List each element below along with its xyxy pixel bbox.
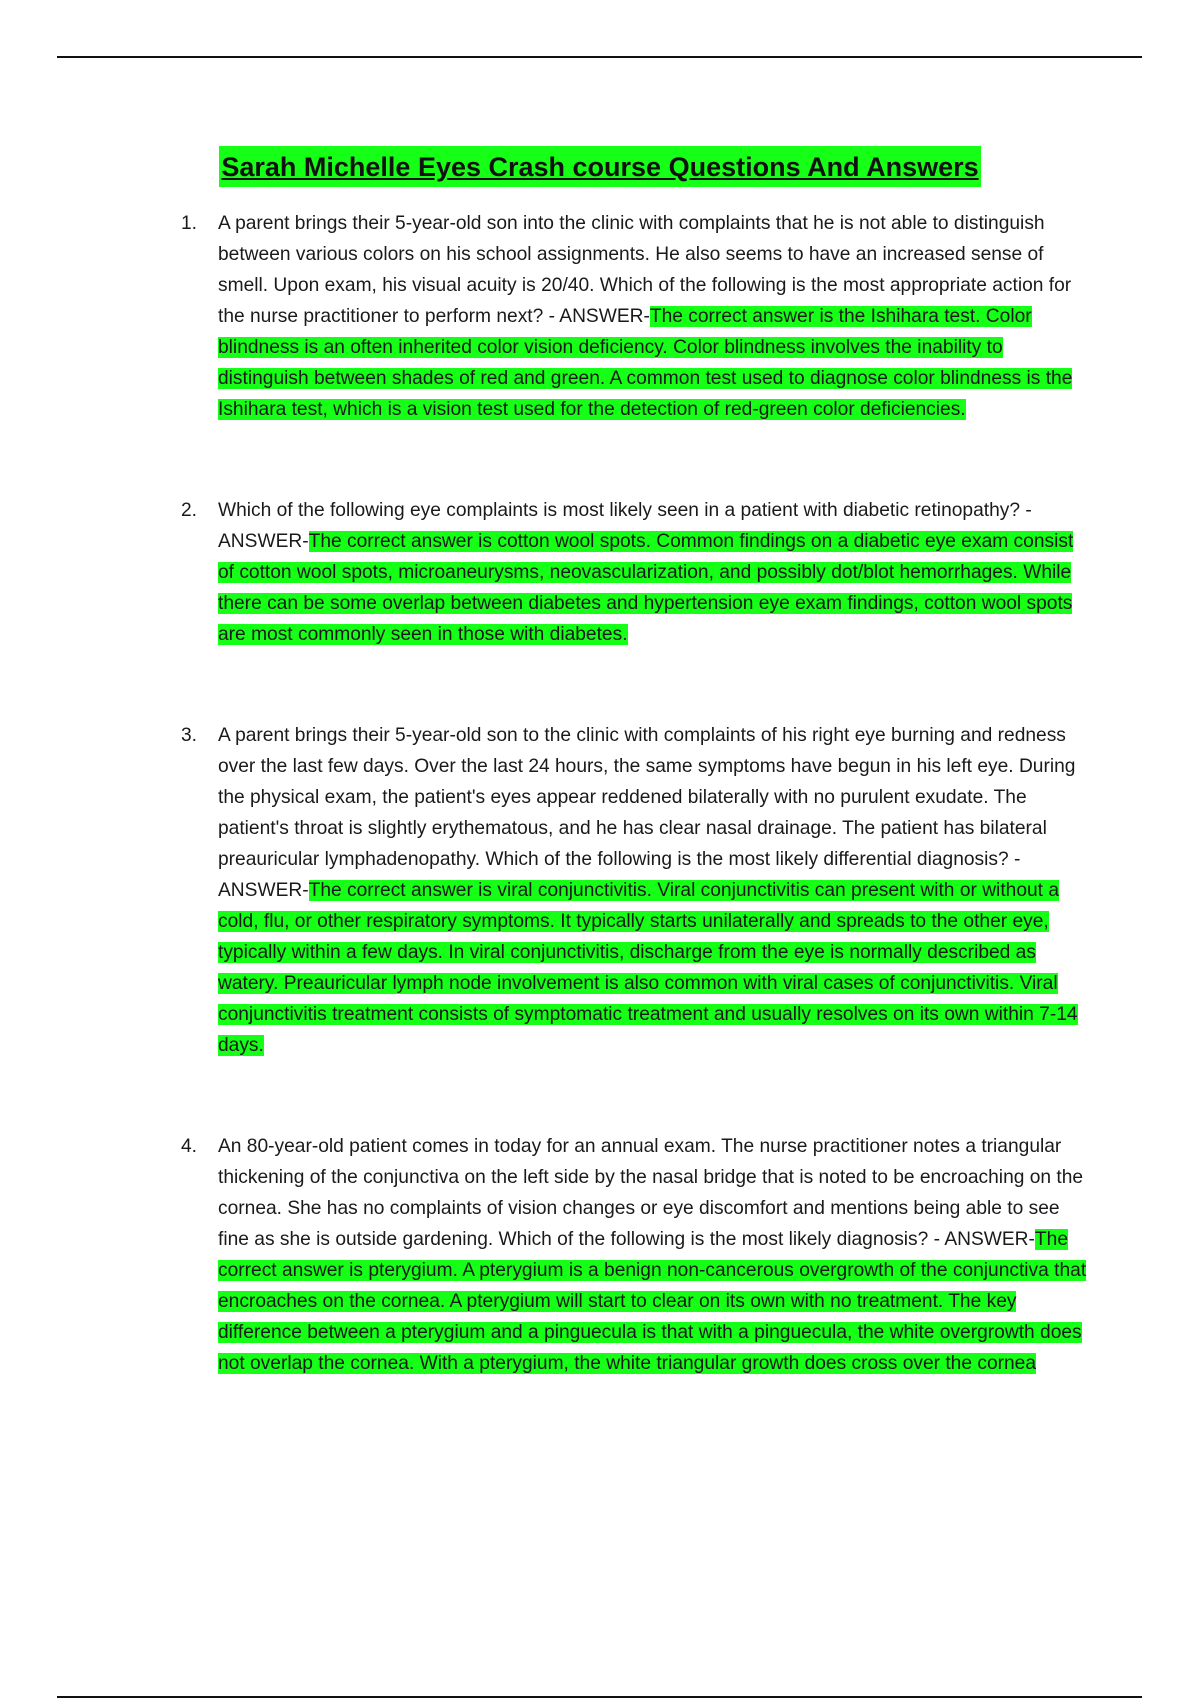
question-text: A parent brings their 5-year-old son to the clinic with complaints of his right eye burning and redness over the last few days. Over the last 24 hours, the same symptoms have begun in his left eye. During the physical exam, the patient's eyes appear reddened bilaterally with no purulent exudate. The patient's throat is slightly erythematous, and he has clear nasal drainage. The patient has bilateral preauricular lymphadenopathy. Which of the following is the most likely differential diagnosis? - ANSWER- xyxy=(218,725,1076,901)
question-text: Which of the following eye complaints is most likely seen in a patient with diabetic retinopathy? - ANSWER- xyxy=(218,500,1032,552)
question-text: An 80-year-old patient comes in today for an annual exam. The nurse practitioner notes a triangular thickening of the conjunctiva on the left side by the nasal bridge that is noted to be encroaching on the cornea. She has no complaints of vision changes or eye discomfort and mentions being able to see fine as she is outside gardening. Which of the following is the most likely diagnosis? - ANSWER- xyxy=(218,1136,1084,1250)
answer-text: The correct answer is cotton wool spots. Common findings on a diabetic eye exam consist of cotton wool spots, microaneurysms, neovascularization, and possibly dot/blot hemorrhages. While there can be some overlap between diabetes and hypertension eye exam findings, cotton wool spots are most commonly seen in those with diabetes. xyxy=(218,531,1074,645)
question-number: 3. xyxy=(181,725,198,746)
question-number: 1. xyxy=(181,213,198,234)
question-item-2 xyxy=(0,495,1200,650)
question-list xyxy=(0,208,1200,1449)
question-item-3 xyxy=(0,720,1200,1061)
question-text: A parent brings their 5-year-old son into the clinic with complaints that he is not able to distinguish between various colors on his school assignments. He also seems to have an increased sense of smell. Upon exam, his visual acuity is 20/40. Which of the following is the most appropriate action for the nurse practitioner to perform next? - ANSWER- xyxy=(218,213,1072,327)
question-number: 4. xyxy=(181,1136,198,1157)
document-title: Sarah Michelle Eyes Crash course Questions And Answers xyxy=(219,146,980,187)
answer-text: The correct answer is the Ishihara test. Color blindness is an often inherited color vision deficiency. Color blindness involves the inability to distinguish between shades of red and green. A common test used to diagnose color blindness is the Ishihara test, which is a vision test used for the detection of red-green color deficiencies. xyxy=(218,306,1073,420)
question-item-4 xyxy=(0,1131,1200,1379)
question-number: 2. xyxy=(181,500,198,521)
title-container xyxy=(0,146,1200,187)
answer-text: The correct answer is viral conjunctivitis. Viral conjunctivitis can present with or without a cold, flu, or other respiratory symptoms. It typically starts unilaterally and spreads to the other eye, typically within a few days. In viral conjunctivitis, discharge from the eye is normally described as watery. Preauricular lymph node involvement is also common with viral cases of conjunctivitis. Viral conjunctivitis treatment consists of symptomatic treatment and usually resolves on its own within 7-14 days. xyxy=(218,880,1078,1056)
bottom-rule xyxy=(57,1696,1142,1698)
answer-text: The correct answer is pterygium. A pterygium is a benign non-cancerous overgrowth of the conjunctiva that encroaches on the cornea. A pterygium will start to clear on its own with no treatment. The key difference between a pterygium and a pinguecula is that with a pinguecula, the white overgrowth does not overlap the cornea. With a pterygium, the white triangular growth does cross over the cornea xyxy=(218,1229,1087,1374)
top-rule xyxy=(57,56,1142,58)
question-item-1 xyxy=(0,208,1200,425)
